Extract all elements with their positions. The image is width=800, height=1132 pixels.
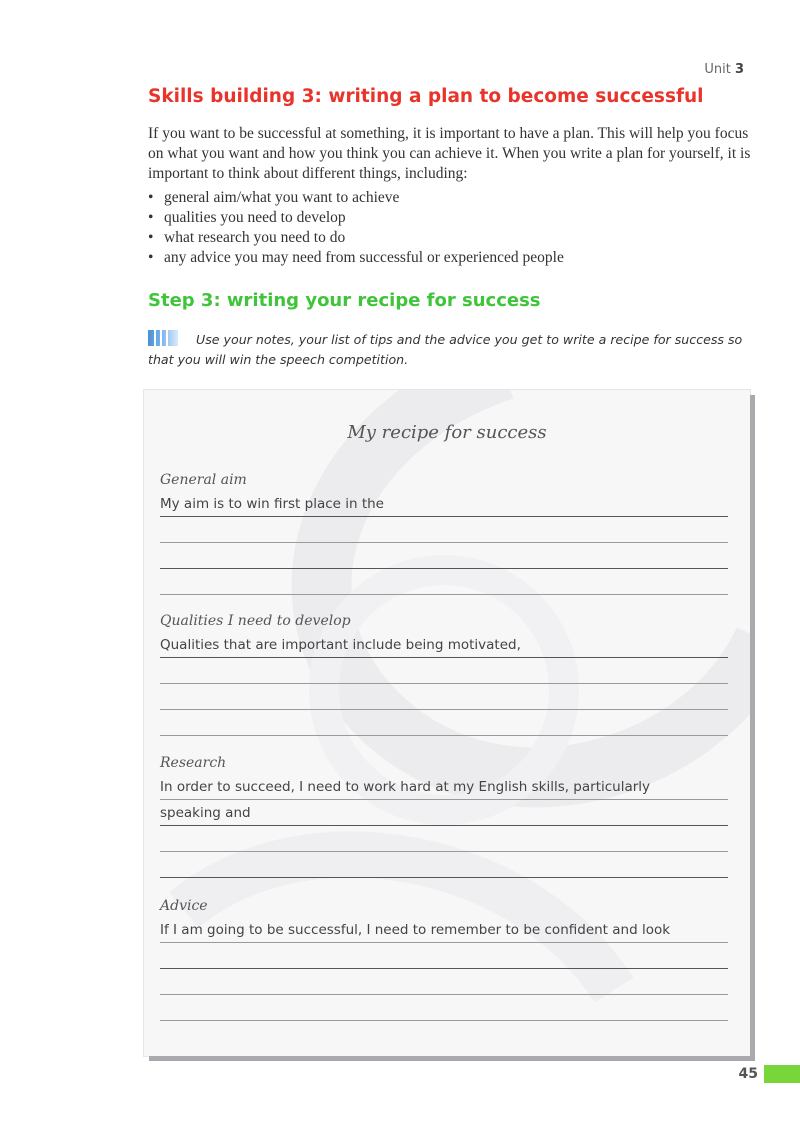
worksheet-title: My recipe for success: [347, 422, 547, 443]
section-research: [160, 752, 728, 878]
writing-line[interactable]: [160, 826, 728, 852]
writing-line[interactable]: [160, 517, 728, 543]
writing-line[interactable]: [160, 658, 728, 684]
section-label: Qualities I need to develop: [160, 613, 351, 629]
unit-word: Unit: [704, 62, 731, 77]
writing-line[interactable]: [160, 710, 728, 736]
writing-line[interactable]: [160, 684, 728, 710]
section-heading: Skills building 3: writing a plan to become successful: [148, 86, 704, 107]
worksheet-card: [144, 390, 750, 1056]
writing-line[interactable]: speaking and: [160, 800, 728, 826]
section-label: Research: [160, 755, 227, 771]
writing-line[interactable]: [160, 852, 728, 878]
page-tab-marker: [764, 1065, 800, 1083]
writing-line[interactable]: My aim is to win first place in the: [160, 491, 728, 517]
writing-line[interactable]: [160, 995, 728, 1021]
intro-paragraph: If you want to be successful at something, it is important to have a plan. This will help you focus on what you want and how you think you can achieve it. When you write a plan for yourself, it is important to think about different things, including:: [148, 125, 751, 182]
section-advice: [160, 895, 728, 1021]
writing-line[interactable]: [160, 943, 728, 969]
bullet-item: • what research you need to do: [148, 228, 748, 248]
bullet-list: [148, 188, 748, 268]
task-instruction: Use your notes, your list of tips and the advice you get to write a recipe for success so that you will win the speech competition.: [148, 332, 743, 367]
section-qualities: [160, 610, 728, 736]
bullet-item: • qualities you need to develop: [148, 208, 748, 228]
bullet-item: • general aim/what you want to achieve: [148, 188, 748, 208]
unit-label: [704, 62, 744, 77]
writing-line[interactable]: [160, 543, 728, 569]
section-label: General aim: [160, 472, 247, 488]
writing-line[interactable]: If I am going to be successful, I need to remember to be confident and look: [160, 917, 728, 943]
unit-number: 3: [734, 62, 744, 77]
writing-line[interactable]: [160, 569, 728, 595]
writing-line[interactable]: [160, 969, 728, 995]
page-number: 45: [738, 1066, 758, 1082]
section-general-aim: [160, 469, 728, 595]
writing-line[interactable]: Qualities that are important include being motivated,: [160, 632, 728, 658]
bullet-item: • any advice you may need from successful or experienced people: [148, 248, 748, 268]
writing-line[interactable]: In order to succeed, I need to work hard at my English skills, particularly: [160, 774, 728, 800]
step-heading: Step 3: writing your recipe for success: [148, 290, 541, 311]
section-label: Advice: [160, 898, 208, 914]
